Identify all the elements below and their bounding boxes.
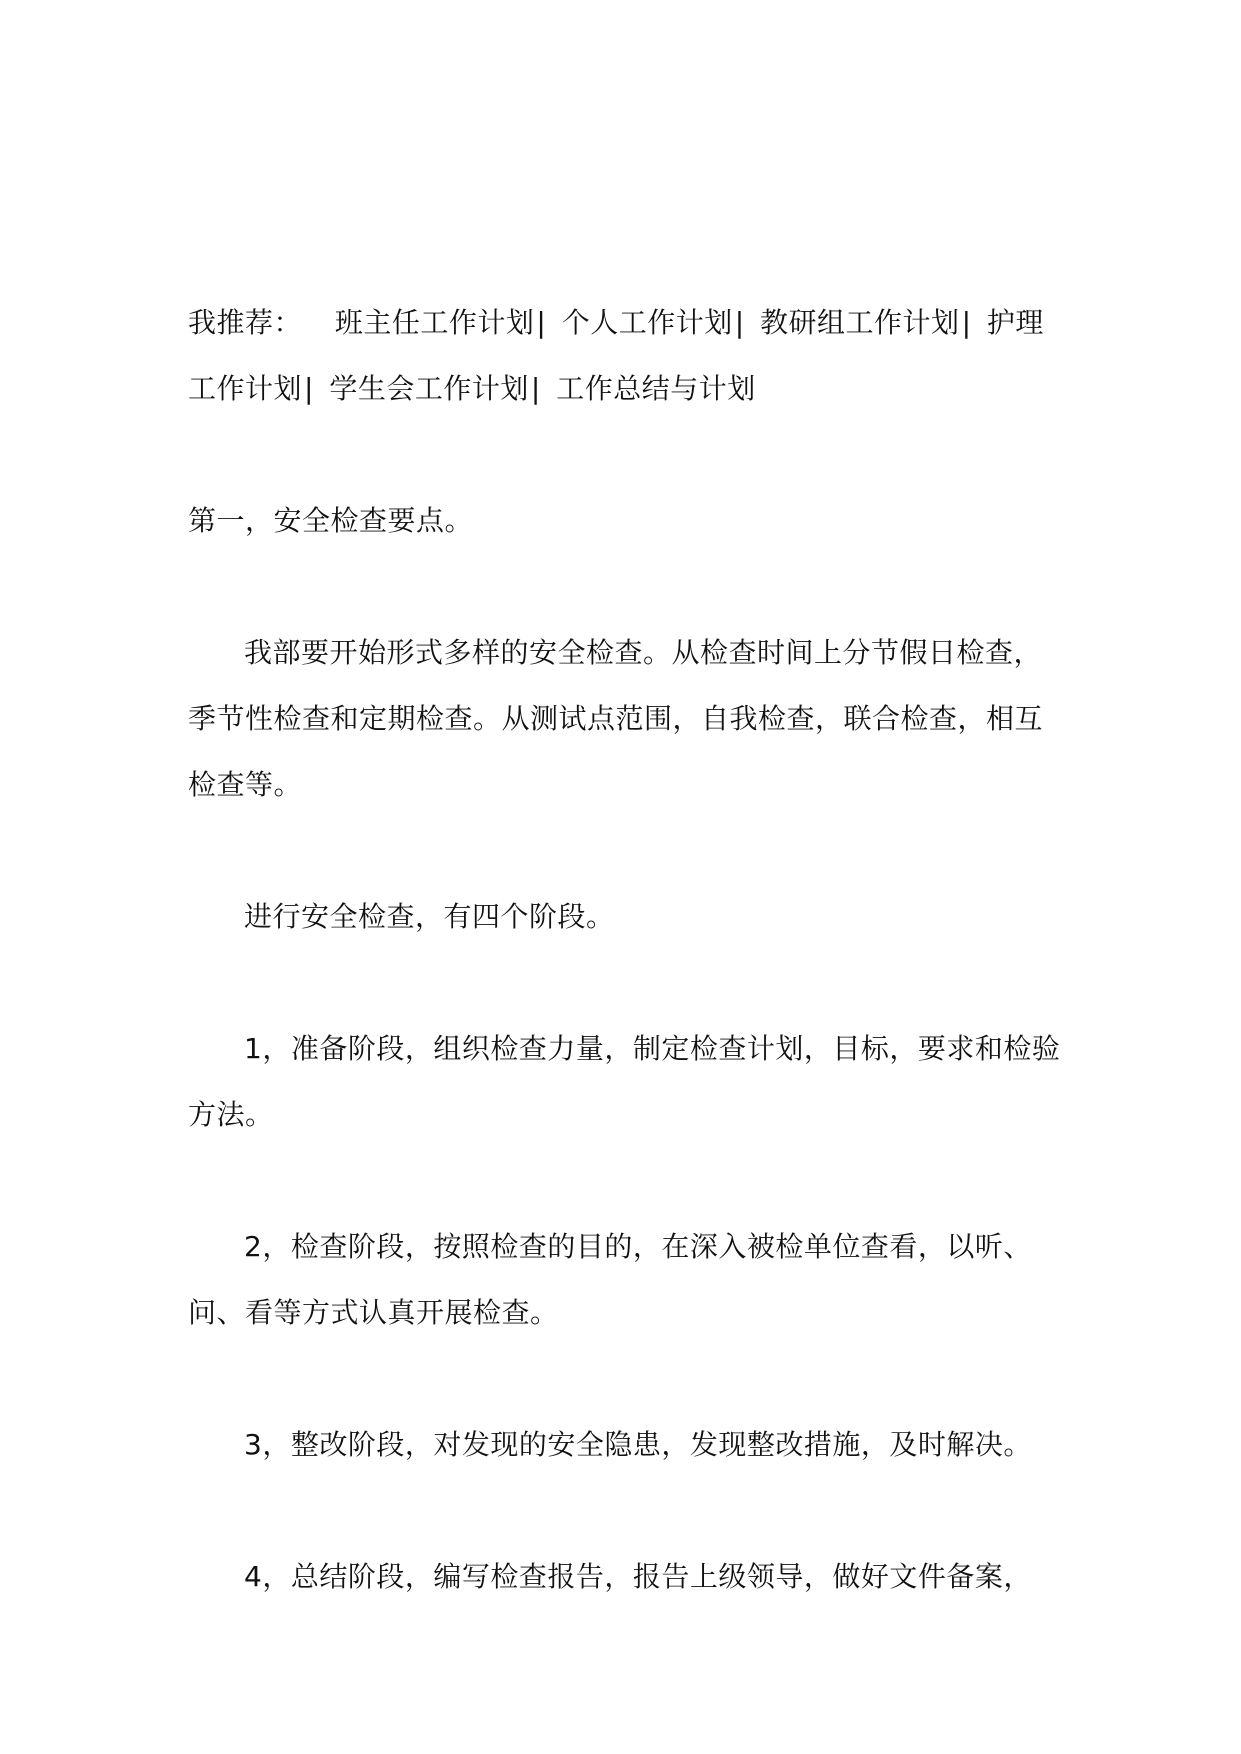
- paragraph-stage-4: 4，总结阶段，编写检查报告，报告上级领导，做好文件备案，: [244, 1560, 1032, 1593]
- recommend-label: 我推荐：: [188, 306, 303, 339]
- link-separator: |: [734, 306, 745, 339]
- recommend-link-teaching-group-plan[interactable]: 教研组工作计划: [760, 306, 960, 339]
- link-separator: |: [536, 306, 547, 339]
- link-separator: |: [961, 306, 972, 339]
- paragraph-inspection-forms: 我部要开始形式多样的安全检查。从检查时间上分节假日检查，季节性检查和定期检查。从测试点范围，自我检查，联合检查，相互检查等。: [188, 636, 1044, 801]
- recommend-link-student-union-plan[interactable]: 学生会工作计划: [329, 372, 529, 405]
- paragraph-stage-2: 2，检查阶段，按照检查的目的，在深入被检单位查看，以听、问、看等方式认真开展检查。: [188, 1230, 1032, 1329]
- paragraph-four-stages: 进行安全检查，有四个阶段。: [244, 900, 615, 933]
- recommend-link-personal-plan[interactable]: 个人工作计划: [561, 306, 733, 339]
- recommend-line: [188, 290, 1068, 422]
- paragraph-stage-1: 1，准备阶段，组织检查力量，制定检查计划，目标，要求和检验方法。: [188, 1032, 1061, 1131]
- recommend-link-summary-and-plan[interactable]: 工作总结与计划: [556, 372, 756, 405]
- link-separator: |: [304, 372, 314, 405]
- document-body: [188, 290, 1068, 1676]
- section-heading: 第一，安全检查要点。: [188, 504, 474, 537]
- link-separator: |: [530, 372, 541, 405]
- recommend-link-nursing-plan[interactable]: 护理工作计划: [188, 306, 1044, 405]
- paragraph-stage-3: 3，整改阶段，对发现的安全隐患，发现整改措施，及时解决。: [244, 1428, 1032, 1461]
- recommend-link-class-teacher-plan[interactable]: 班主任工作计划: [334, 306, 535, 339]
